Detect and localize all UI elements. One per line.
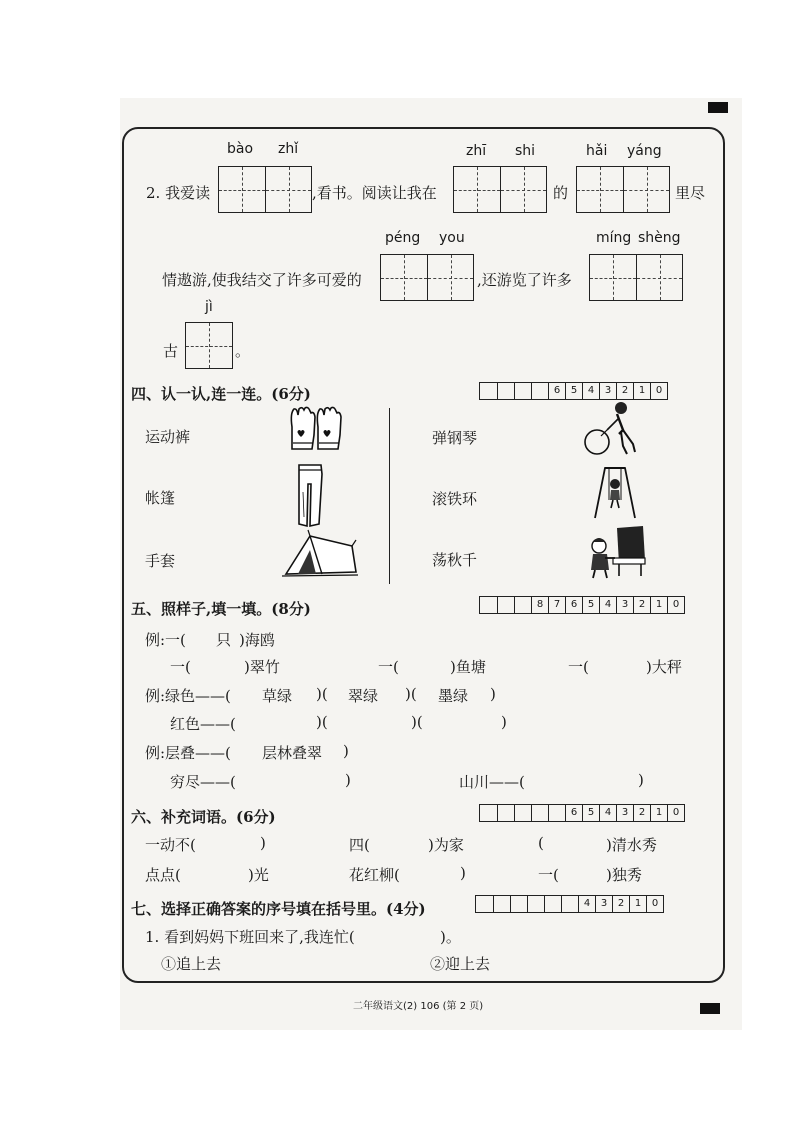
example-label: 例:绿色——( bbox=[145, 687, 231, 705]
q2-text: 。 bbox=[235, 342, 251, 360]
q2-text: 的 bbox=[553, 184, 569, 202]
word-swing[interactable]: 荡秋千 bbox=[432, 551, 478, 569]
q2-text: 情遨游,使我结交了许多可爱的 bbox=[162, 271, 362, 289]
example-fill: 层林叠翠 bbox=[262, 744, 323, 762]
pinyin-hai: hǎi bbox=[586, 143, 608, 159]
section-6-title: 六、补充词语。(6分) bbox=[131, 808, 276, 826]
option-1[interactable]: ①追上去 bbox=[161, 955, 222, 973]
paren: )( bbox=[405, 685, 417, 703]
idiom-blank: 一( bbox=[538, 866, 559, 884]
pinyin-peng: péng bbox=[385, 230, 421, 246]
tianzi-box-pengyou[interactable] bbox=[380, 254, 474, 301]
example-fill: 草绿 bbox=[262, 687, 293, 705]
corner-marker bbox=[708, 102, 728, 113]
pinyin-bao: bào bbox=[227, 141, 254, 157]
blank-open: 一( bbox=[378, 658, 399, 676]
paren: ) bbox=[345, 771, 351, 789]
score-box: 8 7 6 5 4 3 2 1 0 bbox=[479, 596, 685, 614]
q2-text: ,看书。阅读让我在 bbox=[312, 184, 437, 202]
pinyin-you: you bbox=[439, 230, 465, 246]
example-fill: 翠绿 bbox=[348, 687, 379, 705]
gloves-icon[interactable] bbox=[286, 405, 346, 451]
idiom-blank: )清水秀 bbox=[606, 836, 657, 854]
blank-open: 一( bbox=[568, 658, 589, 676]
paren: ) bbox=[460, 864, 466, 882]
section-5-title: 五、照样子,填一填。(8分) bbox=[131, 600, 311, 618]
paren: ) bbox=[501, 713, 507, 731]
page-footer: 二年级语文(2) 106 (第 2 页) bbox=[353, 1001, 484, 1012]
word-roll-hoop[interactable]: 滚铁环 bbox=[432, 490, 478, 508]
idiom-blank: 一动不( bbox=[145, 836, 196, 854]
idiom-blank: 点点( bbox=[145, 866, 181, 884]
idiom-blank: 四( bbox=[349, 836, 370, 854]
corner-marker bbox=[700, 1003, 720, 1014]
tianzi-box-ji[interactable] bbox=[185, 322, 233, 369]
idiom-blank: )独秀 bbox=[606, 866, 642, 884]
tianzi-box-haiyang[interactable] bbox=[576, 166, 670, 213]
word-tent[interactable]: 帐篷 bbox=[145, 489, 176, 507]
pinyin-ji: jì bbox=[205, 299, 213, 315]
paren: ) bbox=[638, 771, 644, 789]
example-fill: 墨绿 bbox=[438, 687, 469, 705]
option-2[interactable]: ②迎上去 bbox=[430, 955, 491, 973]
word-gloves[interactable]: 手套 bbox=[145, 552, 176, 570]
prompt-shanchuan: 山川——( bbox=[459, 773, 525, 791]
example-label: 例:一( bbox=[145, 631, 186, 649]
paren: )( bbox=[316, 685, 328, 703]
pinyin-zhi2: zhī bbox=[466, 143, 487, 159]
tianzi-box-baozhi[interactable] bbox=[218, 166, 312, 213]
piano-playing-icon[interactable] bbox=[583, 524, 651, 580]
question-end: )。 bbox=[440, 928, 461, 946]
word-sports-pants[interactable]: 运动裤 bbox=[145, 428, 191, 446]
example-label: 例:层叠——( bbox=[145, 744, 231, 762]
blank-close: )大秤 bbox=[646, 658, 682, 676]
idiom-blank: 花红柳( bbox=[349, 866, 400, 884]
paren: ) bbox=[490, 685, 496, 703]
pinyin-shi: shi bbox=[515, 143, 536, 159]
pinyin-zhi: zhǐ bbox=[278, 141, 299, 157]
pinyin-sheng: shèng bbox=[638, 230, 681, 246]
q2-label: 2. 我爱读 bbox=[146, 184, 211, 202]
q2-text: 里尽 bbox=[675, 184, 706, 202]
idiom-blank: )光 bbox=[248, 866, 269, 884]
swing-icon[interactable] bbox=[591, 464, 639, 520]
q2-text: 古 bbox=[163, 342, 179, 360]
idiom-blank: )为家 bbox=[428, 836, 464, 854]
example-fill: 只 bbox=[216, 631, 232, 649]
divider-line bbox=[389, 408, 390, 584]
paren: ) bbox=[343, 742, 349, 760]
blank-open: 一( bbox=[170, 658, 191, 676]
section-4-title: 四、认一认,连一连。(6分) bbox=[131, 385, 311, 403]
score-box: 4 3 2 1 0 bbox=[475, 895, 664, 913]
blank-close: )鱼塘 bbox=[450, 658, 486, 676]
pants-icon[interactable] bbox=[295, 462, 327, 528]
score-box: 6 5 4 3 2 1 0 bbox=[479, 804, 685, 822]
tianzi-box-zhishi[interactable] bbox=[453, 166, 547, 213]
q2-text: ,还游览了许多 bbox=[477, 271, 572, 289]
word-play-piano[interactable]: 弹钢琴 bbox=[432, 429, 478, 447]
blank-close: )翠竹 bbox=[244, 658, 280, 676]
section-7-title: 七、选择正确答案的序号填在括号里。(4分) bbox=[131, 900, 426, 918]
prompt-qiongjin: 穷尽——( bbox=[170, 773, 236, 791]
question-text: 1. 看到妈妈下班回来了,我连忙( bbox=[145, 928, 355, 946]
example-text: )海鸥 bbox=[239, 631, 275, 649]
score-box: 6 5 4 3 2 1 0 bbox=[479, 382, 668, 400]
paren: )( bbox=[316, 713, 328, 731]
prompt-red: 红色——( bbox=[170, 715, 236, 733]
pinyin-ming: míng bbox=[596, 230, 632, 246]
idiom-blank: ( bbox=[538, 834, 544, 852]
hoop-rolling-icon[interactable] bbox=[583, 400, 645, 458]
paren: )( bbox=[411, 713, 423, 731]
pinyin-yang: yáng bbox=[627, 143, 662, 159]
tianzi-box-mingsheng[interactable] bbox=[589, 254, 683, 301]
paren: ) bbox=[260, 834, 266, 852]
tent-icon[interactable] bbox=[280, 528, 360, 580]
